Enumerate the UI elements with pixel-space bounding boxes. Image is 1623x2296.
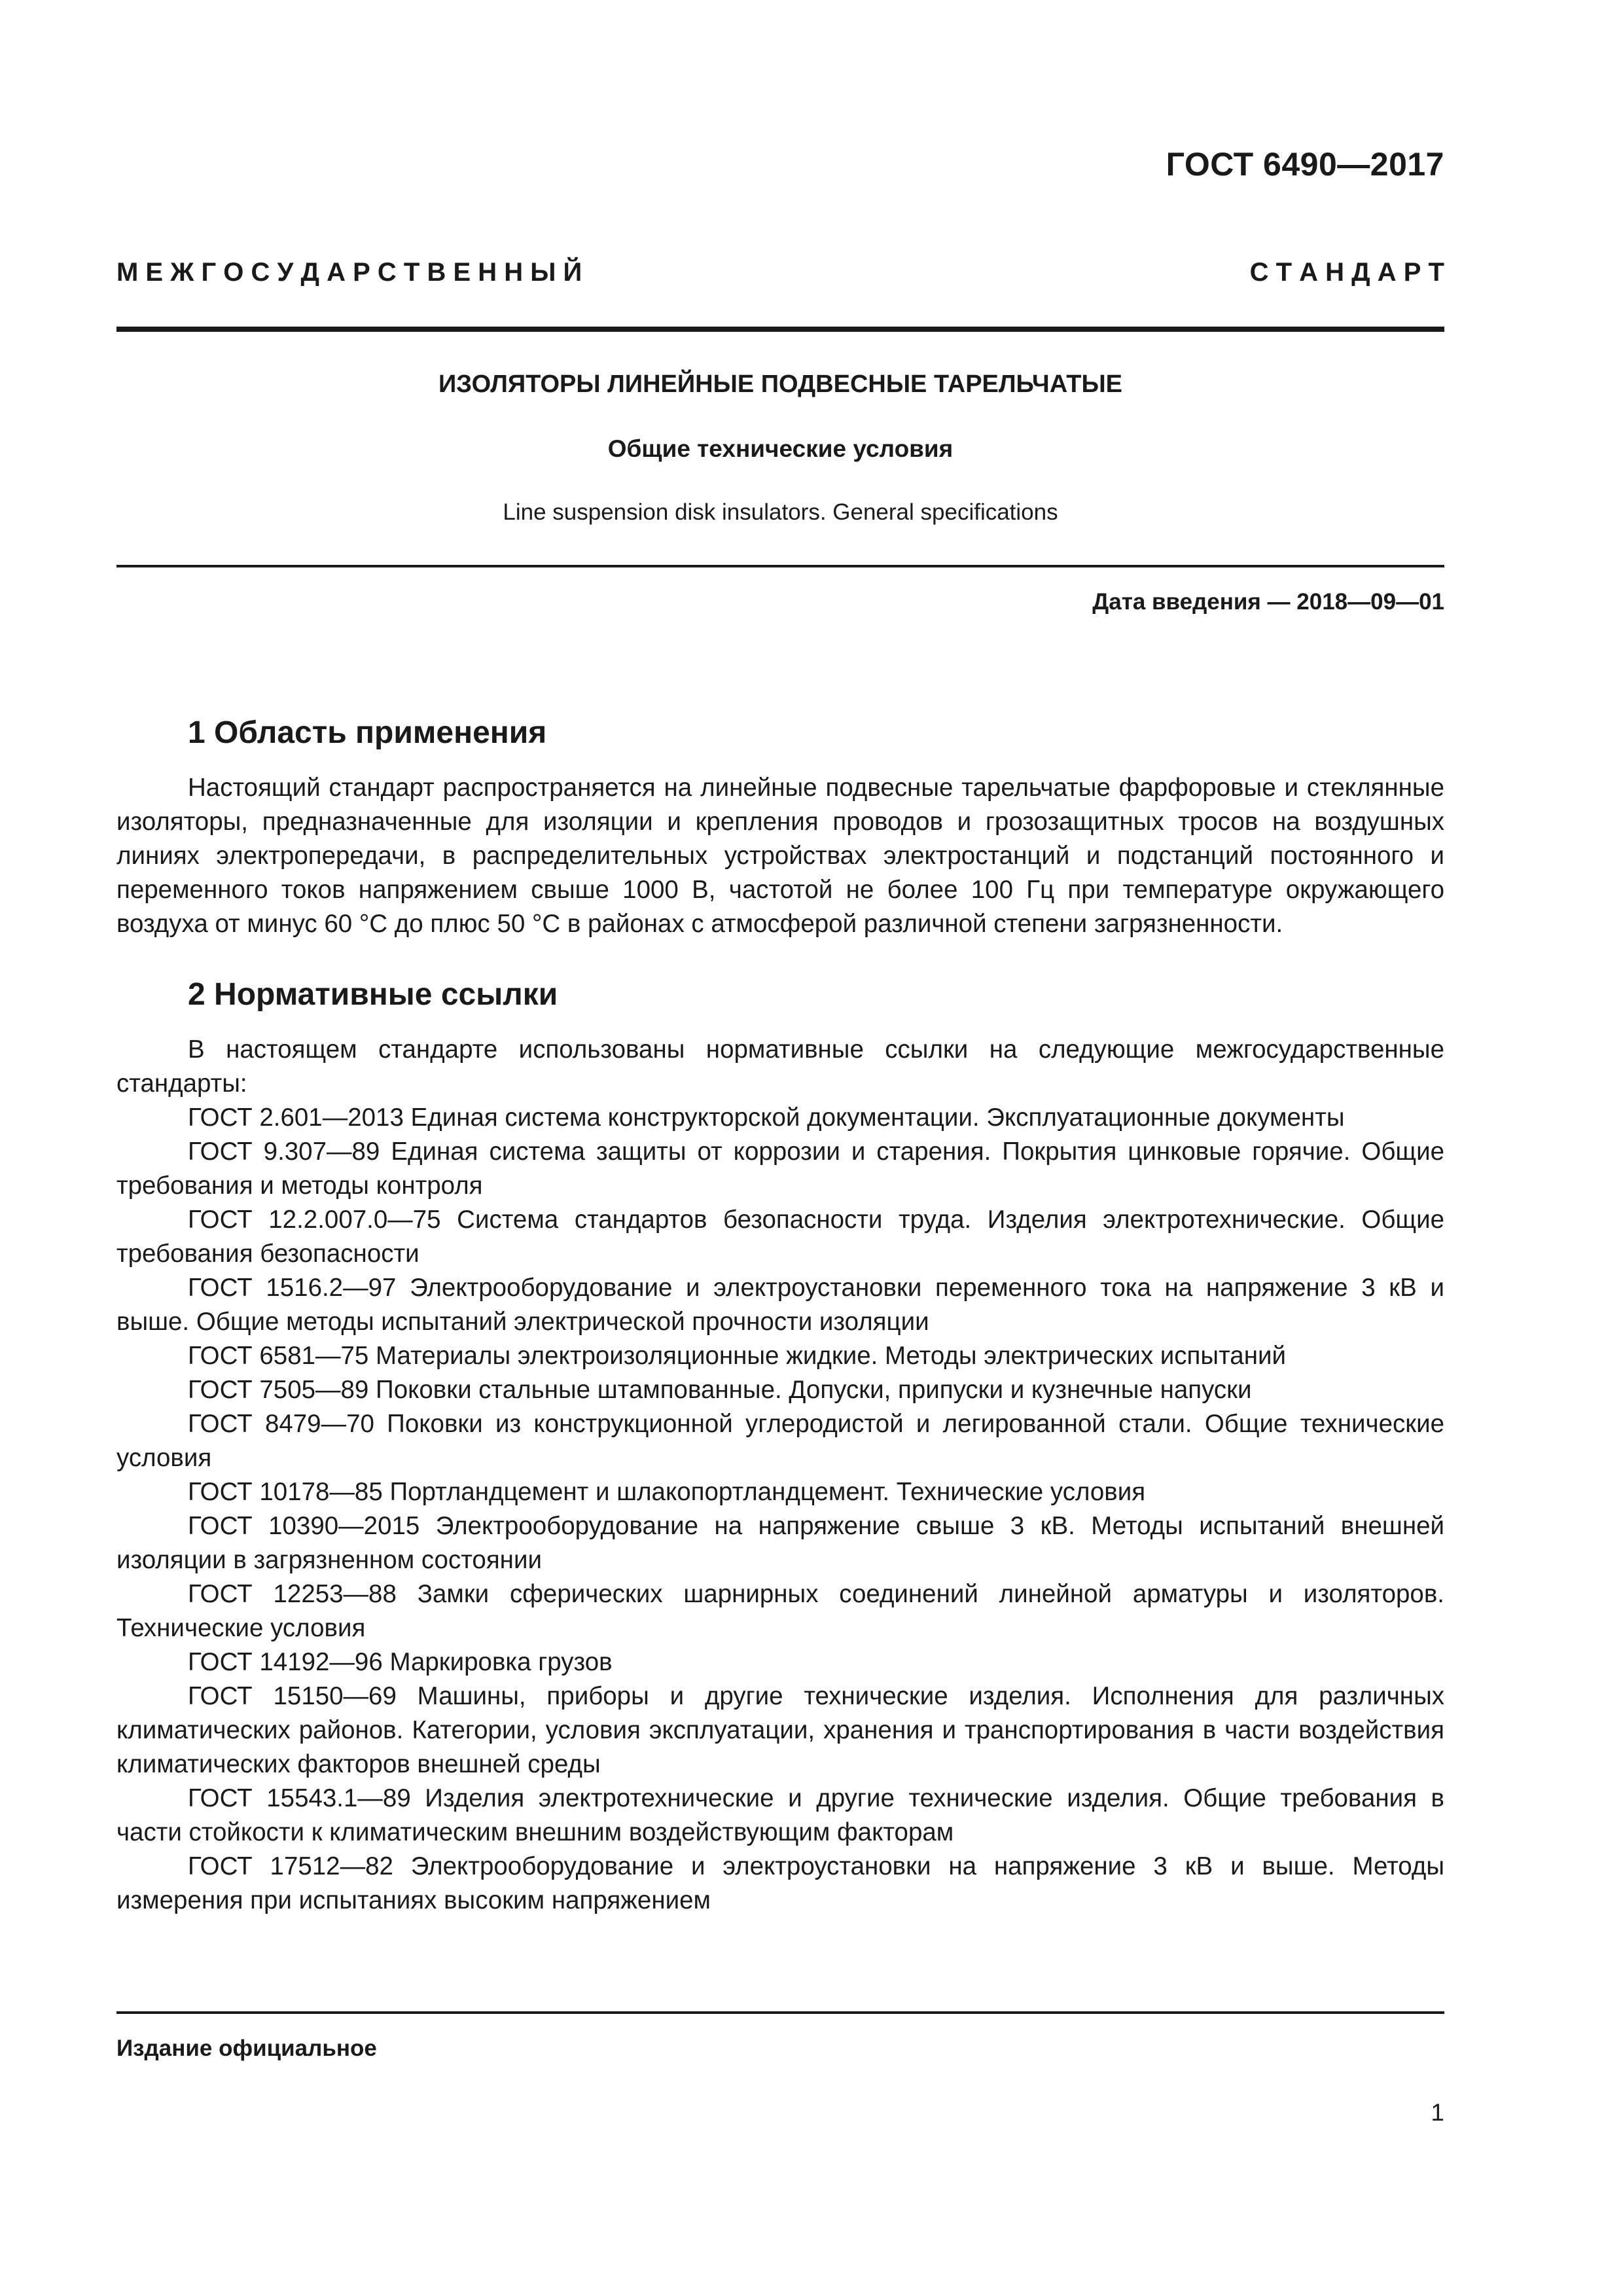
reference-item: ГОСТ 12253—88 Замки сферических шарнирных соединений линейной арматуры и изоляторов. Технические условия [116,1580,1444,1642]
standard-type-right: С Т А Н Д А Р Т [1249,258,1444,287]
document-body [116,713,1444,1952]
section-heading: 1 Область применения [188,715,547,750]
paragraph: Настоящий стандарт распространяется на линейные подвесные тарельчатые фарфоровые и стеклянные изоляторы, предназначенные для изоляции и крепления проводов и грозозащитных тросов на воздушных линиях электропередачи, в распределительных устройствах электростанций и подстанций постоянного и переменного токов напряжением свыше 1000 В, частотой не более 100 Гц при температуре окружающего воздуха от минус 60 °С до плюс 50 °С в районах с атмосферой различной степени загрязненности. [116,774,1444,938]
reference-item: ГОСТ 15150—69 Машины, приборы и другие технические изделия. Исполнения для различных климатических районов. Категории, условия эксплуатации, хранения и транспортирования в части воздействия климатических факторов внешней среды [116,1682,1444,1778]
section-heading: 2 Нормативные ссылки [188,977,558,1012]
reference-item: ГОСТ 10390—2015 Электрооборудование на напряжение свыше 3 кВ. Методы испытаний внешней изоляции в загрязненном состоянии [116,1512,1444,1574]
reference-item: ГОСТ 17512—82 Электрооборудование и электроустановки на напряжение 3 кВ и выше. Методы измерения при испытаниях высоким напряжением [116,1852,1444,1914]
section-scope [116,713,1444,941]
reference-item: ГОСТ 10178—85 Портландцемент и шлакопортландцемент. Технические условия [188,1478,1146,1506]
header-divider [116,327,1444,332]
document-title: ИЗОЛЯТОРЫ ЛИНЕЙНЫЕ ПОДВЕСНЫЕ ТАРЕЛЬЧАТЫЕ [438,370,1123,398]
standard-type-line [116,258,1444,287]
reference-item: ГОСТ 15543.1—89 Изделия электротехнические и другие технические изделия. Общие требования в части стойкости к климатическим внешним воздействующим факторам [116,1784,1444,1846]
reference-item: ГОСТ 8479—70 Поковки из конструкционной углеродистой и легированной стали. Общие технические условия [116,1410,1444,1472]
reference-item: ГОСТ 2.601—2013 Единая система конструкторской документации. Эксплуатационные документы [188,1103,1345,1132]
document-code: ГОСТ 6490—2017 [1166,146,1444,183]
footer-divider [116,2011,1444,2014]
section-normative-references [116,975,1444,1918]
reference-item: ГОСТ 1516.2—97 Электрооборудование и электроустановки переменного тока на напряжение 3 кВ и выше. Общие методы испытаний электрической прочности изоляции [116,1274,1444,1336]
standard-type-left: М Е Ж Г О С У Д А Р С Т В Е Н Н Ы Й [116,258,582,287]
reference-item: ГОСТ 7505—89 Поковки стальные штампованные. Допуски, припуски и кузнечные напуски [188,1376,1252,1404]
document-subtitle: Общие технические условия [607,435,954,462]
document-title-english: Line suspension disk insulators. General specifications [503,499,1058,525]
paragraph: В настоящем стандарте использованы нормативные ссылки на следующие межгосударственные стандарты: [116,1035,1444,1098]
reference-item: ГОСТ 6581—75 Материалы электроизоляционные жидкие. Методы электрических испытаний [188,1342,1286,1370]
edition-note: Издание официальное [116,2036,377,2061]
title-divider [116,565,1444,567]
reference-item: ГОСТ 12.2.007.0—75 Система стандартов безопасности труда. Изделия электротехнические. Общие требования безопасности [116,1206,1444,1268]
reference-item: ГОСТ 9.307—89 Единая система защиты от коррозии и старения. Покрытия цинковые горячие. Общие требования и методы контроля [116,1138,1444,1200]
page-number: 1 [1431,2099,1444,2126]
introduction-date: Дата введения — 2018—09—01 [1092,589,1444,615]
reference-item: ГОСТ 14192—96 Маркировка грузов [188,1648,613,1676]
